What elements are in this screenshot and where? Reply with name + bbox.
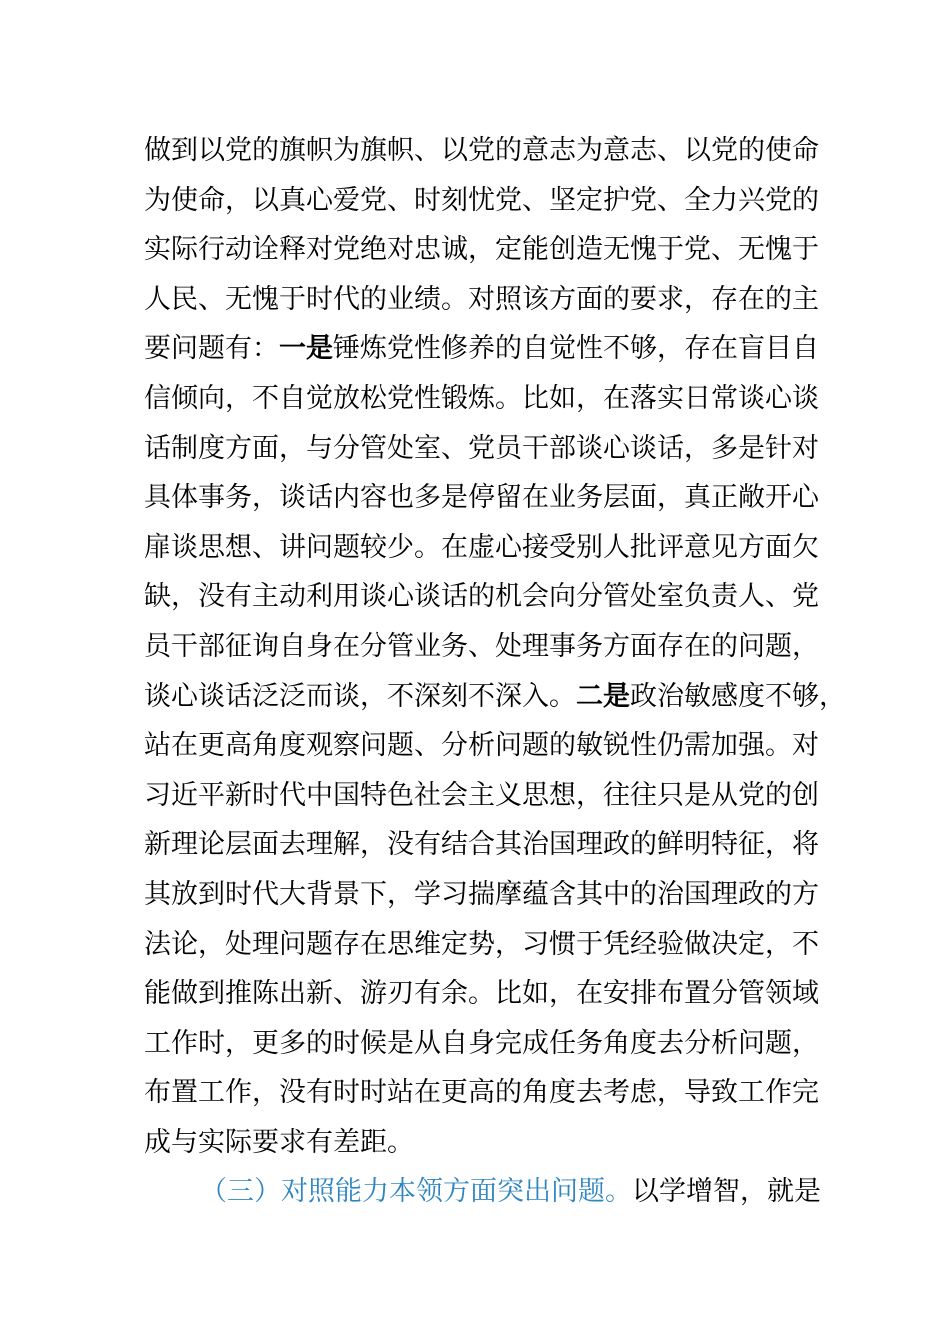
text-line-8: 具体事务，谈话内容也多是停留在业务层面，真正敞开心 [144,482,819,514]
section-3-heading: （三）对照能力本领方面突出问题。 [200,1176,632,1208]
section-3-text: 以学增智，就是 [632,1176,821,1208]
section-3-line [144,1167,844,1217]
text-line-11: 员干部征询自身在分管业务、处理事务方面存在的问题， [144,630,819,662]
body-text [144,126,844,1217]
bold-marker-yi: 一是 [279,333,333,365]
text-line-10: 缺，没有主动利用谈心谈话的机会向分管处室负责人、党 [144,581,819,613]
text-line-19: 工作时，更多的时候是从自身完成任务角度去分析问题， [144,1027,819,1059]
text-line-5 [144,324,844,374]
text-line-2: 为使命，以真心爱党、时刻忧党、坚定护党、全力兴党的 [144,184,819,216]
text-line-3: 实际行动诠释对党绝对忠诚，定能创造无愧于党、无愧于 [144,234,819,266]
bold-marker-er: 二是 [576,680,630,712]
text-line-15: 新理论层面去理解，没有结合其治国理政的鲜明特征，将 [144,829,819,861]
text-line-9: 扉谈思想、讲问题较少。在虚心接受别人批评意见方面欠 [144,531,819,563]
text-line-4: 人民、无愧于时代的业绩。对照该方面的要求，存在的主 [144,283,819,315]
text-segment: 锤炼党性修养的自觉性不够，存在盲目自 [333,333,819,365]
text-segment: 政治敏感度不够， [630,680,846,712]
text-line-21: 成与实际要求有差距。 [144,1126,414,1158]
text-line-17: 法论，处理问题存在思维定势，习惯于凭经验做决定，不 [144,928,819,960]
text-segment: 谈心谈话泛泛而谈，不深刻不深入。 [144,680,576,712]
text-line-6: 信倾向，不自觉放松党性锻炼。比如，在落实日常谈心谈 [144,382,819,414]
text-line-16: 其放到时代大背景下，学习揣摩蕴含其中的治国理政的方 [144,878,819,910]
text-line-12 [144,672,844,722]
text-segment: 要问题有： [144,333,279,365]
text-line-7: 话制度方面，与分管处室、党员干部谈心谈话，多是针对 [144,432,819,464]
text-line-18: 能做到推陈出新、游刃有余。比如，在安排布置分管领域 [144,978,819,1010]
text-line-1: 做到以党的旗帜为旗帜、以党的意志为意志、以党的使命 [144,135,819,166]
text-line-20: 布置工作，没有时时站在更高的角度去考虑，导致工作完 [144,1077,819,1109]
text-line-14: 习近平新时代中国特色社会主义思想，往往只是从党的创 [144,779,819,811]
text-line-13: 站在更高角度观察问题、分析问题的敏锐性仍需加强。对 [144,730,819,762]
